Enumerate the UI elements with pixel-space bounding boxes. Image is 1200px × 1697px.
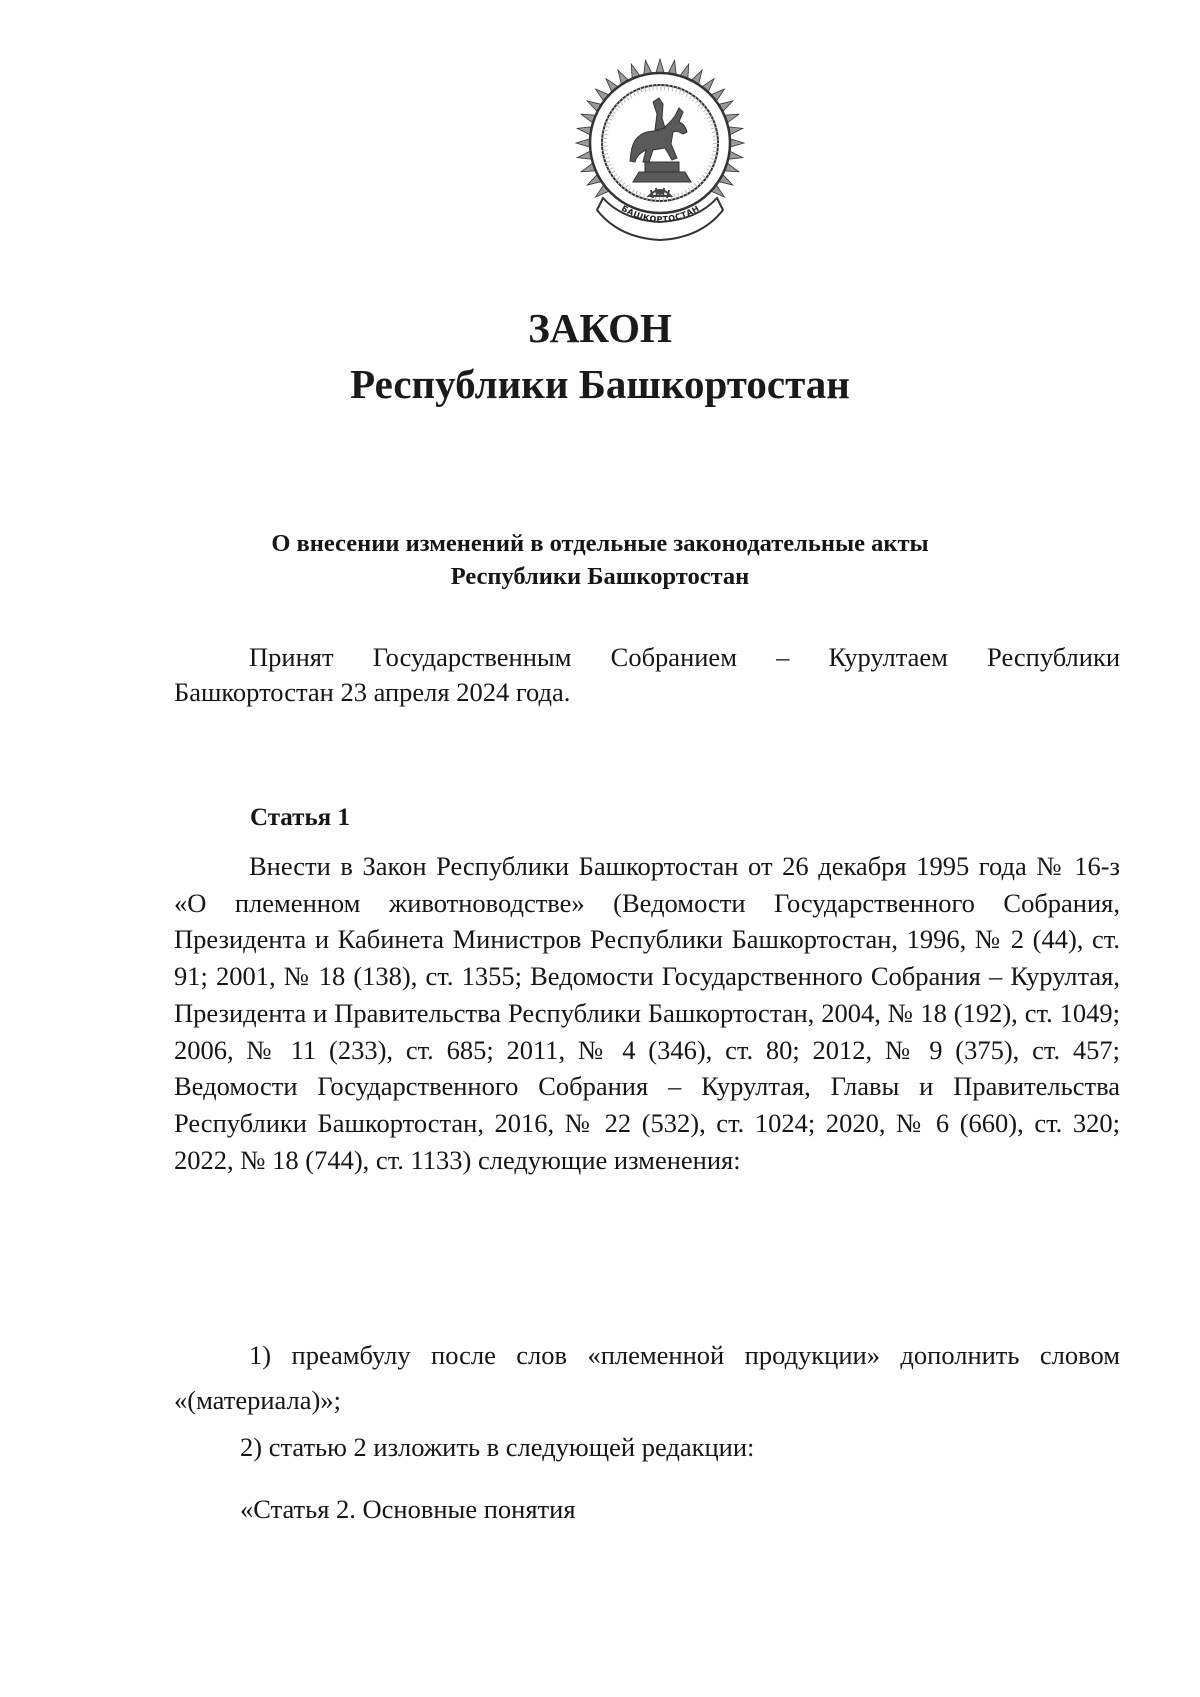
coat-of-arms — [573, 58, 748, 253]
document-title — [0, 300, 1200, 412]
emblem-ray — [711, 89, 725, 101]
bashkortostan-coat-of-arms-icon — [573, 58, 748, 253]
emblem-ray — [596, 185, 610, 197]
article-item-2: 2) статью 2 изложить в следующей редакции: — [240, 1432, 755, 1462]
emblem-ray — [576, 139, 590, 147]
ribbon-text: БАШКОРТОСТАН — [619, 203, 702, 225]
law-title: ЗАКОН — [528, 305, 672, 351]
article-main-paragraph: Внести в Закон Республики Башкортостан от 26 декабря 1995 года № 16-з «О племенном животноводстве» (Ведомости Государственного Собрания, Президента и Кабинета Министров Республики Башкортостан, 1996, № 2 (44), ст. 91; 2001, № 18 (138), ст. 1355; Ведомости Государственного Собрания – Курултая, Президента и Правительства Республики Башкортостан, 2004, № 18 (192), ст. 1049; 2006, № 11 (233), ст. 685; 2011, № 4 (346), ст. 80; 2012, № 9 (375), ст. 457; Ведомости Государственного Собрания – Курултая, Главы и Правительства Республики Башкортостан, 2016, № 22 (532), ст. 1024; 2020, № 6 (660), ст. 320; 2022, № 18 (744), ст. 1133) следующие изменения: — [174, 851, 1120, 1175]
law-subtitle: Республики Башкортостан — [350, 361, 850, 407]
adoption-note: Принят Государственным Собранием – Курултаем Республики Башкортостан 23 апреля 2024 года. — [174, 642, 1120, 707]
quoted-article-title: «Статья 2. Основные понятия — [240, 1494, 576, 1524]
subject-line-2: Республики Башкортостан — [450, 563, 750, 590]
emblem-ray — [702, 79, 714, 93]
emblem-ray — [711, 185, 725, 197]
subject-line-1: О внесении изменений в отдельные законодательные акты — [271, 530, 929, 557]
emblem-ray — [656, 59, 664, 73]
law-subject — [0, 527, 1200, 593]
emblem-ray — [596, 89, 610, 101]
emblem-ray — [606, 79, 618, 93]
article-item-1: 1) преамбулу после слов «племенной продукции» дополнить словом «(материала)»; — [174, 1340, 1120, 1415]
emblem-ray — [730, 139, 744, 147]
article-heading: Статья 1 — [250, 804, 350, 831]
